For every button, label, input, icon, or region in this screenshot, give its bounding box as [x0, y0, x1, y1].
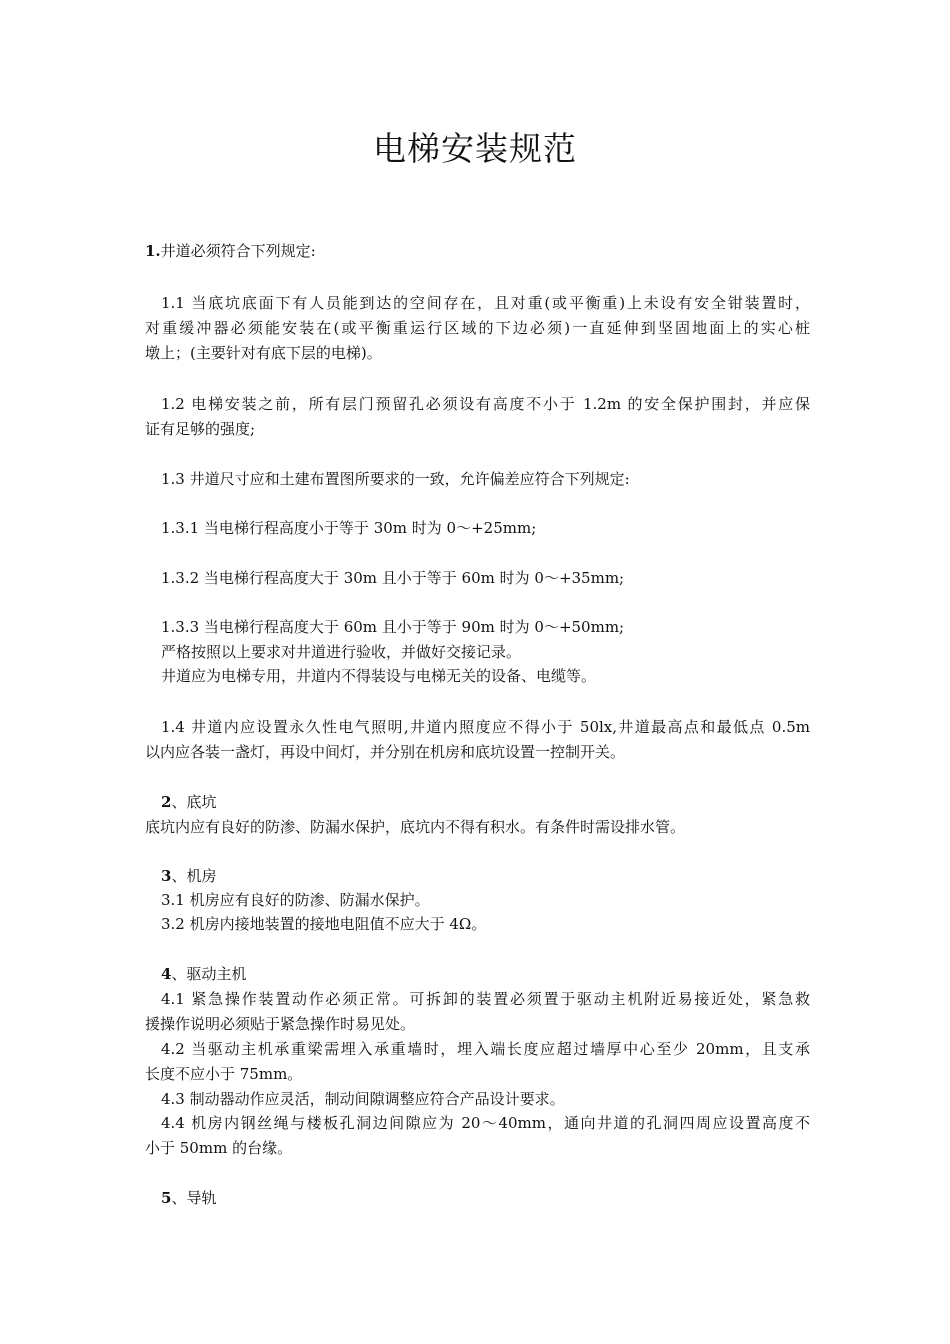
paragraph-1-1-line-3: 墩上；(主要针对有底下层的电梯)。: [145, 344, 382, 362]
paragraph-4-1-line-1: 4.1 紧急操作装置动作必须正常。可拆卸的装置必须置于驱动主机附近易接近处，紧急救: [161, 990, 810, 1008]
section-5-number: 5: [161, 1189, 172, 1207]
section-2-title: 、底坑: [171, 793, 217, 811]
paragraph-4-4-line-1: 4.4 机房内钢丝绳与楼板孔洞边间隙应为 20～40mm，通向井道的孔洞四周应设置高度不: [161, 1114, 810, 1132]
section-3-number: 3: [161, 867, 172, 885]
paragraph-1-3-1: 1.3.1 当电梯行程高度小于等于 30m 时为 0～+25mm;: [161, 519, 537, 537]
paragraph-1-3: 1.3 井道尺寸应和土建布置图所要求的一致，允许偏差应符合下列规定:: [161, 470, 630, 488]
paragraph-3-2: 3.2 机房内接地装置的接地电阻值不应大于 4Ω。: [161, 915, 487, 933]
section-3-heading: [161, 864, 810, 888]
paragraph-1-1-line-1: 1.1 当底坑底面下有人员能到达的空间存在，且对重(或平衡重)上未设有安全钳装置时，: [161, 294, 810, 312]
section-3-title: 、机房: [171, 867, 217, 885]
paragraph-1-2-line-2: 证有足够的强度;: [145, 420, 256, 438]
paragraph-1-2-line-1: 1.2 电梯安装之前，所有层门预留孔必须设有高度不小于 1.2m 的安全保护围封，并应保: [161, 395, 810, 413]
section-5-heading: [161, 1186, 810, 1210]
section-2-heading: [161, 790, 810, 814]
section-2-number: 2: [161, 793, 172, 811]
paragraph-4-2-line-1: 4.2 当驱动主机承重梁需埋入承重墙时，埋入端长度应超过墙厚中心至少 20mm，且支承: [161, 1040, 810, 1058]
paragraph-4-2-line-2: 长度不应小于 75mm。: [145, 1065, 303, 1083]
paragraph-1-1-line-2: 对重缓冲器必须能安装在(或平衡重运行区域的下边必须)一直延伸到坚固地面上的实心桩: [145, 319, 810, 337]
paragraph-1-3-note-1: 严格按照以上要求对井道进行验收，并做好交接记录。: [161, 643, 522, 661]
paragraph-4-4-line-2: 小于 50mm 的台缘。: [145, 1139, 293, 1157]
document-title: 电梯安装规范: [373, 129, 577, 168]
paragraph-4-1-line-2: 援操作说明必须贴于紧急操作时易见处。: [145, 1015, 416, 1033]
paragraph-1-4-line-2: 以内应各装一盏灯，再设中间灯，并分别在机房和底坑设置一控制开关。: [145, 743, 626, 761]
paragraph-1-3-2: 1.3.2 当电梯行程高度大于 30m 且小于等于 60m 时为 0～+35mm;: [161, 569, 625, 587]
paragraph-1-3-note-2: 井道应为电梯专用，井道内不得装设与电梯无关的设备、电缆等。: [161, 667, 597, 685]
paragraph-4-3: 4.3 制动器动作应灵活，制动间隙调整应符合产品设计要求。: [161, 1090, 565, 1108]
paragraph-1-3-3: 1.3.3 当电梯行程高度大于 60m 且小于等于 90m 时为 0～+50mm;: [161, 618, 625, 636]
section-4-heading: [161, 962, 810, 986]
section-1-title: 井道必须符合下列规定:: [160, 242, 316, 260]
section-4-title: 、驱动主机: [171, 965, 247, 983]
section-1-heading: [145, 239, 810, 263]
section-2-body: 底坑内应有良好的防渗、防漏水保护，底坑内不得有积水。有条件时需设排水管。: [145, 818, 686, 836]
section-4-number: 4: [161, 965, 172, 983]
paragraph-1-4-line-1: 1.4 井道内应设置永久性电气照明,井道内照度应不得小于 50lx,井道最高点和最低点 0.5m: [161, 718, 810, 736]
section-5-title: 、导轨: [171, 1189, 217, 1207]
section-1-number: 1.: [145, 242, 161, 260]
paragraph-3-1: 3.1 机房应有良好的防渗、防漏水保护。: [161, 891, 430, 909]
